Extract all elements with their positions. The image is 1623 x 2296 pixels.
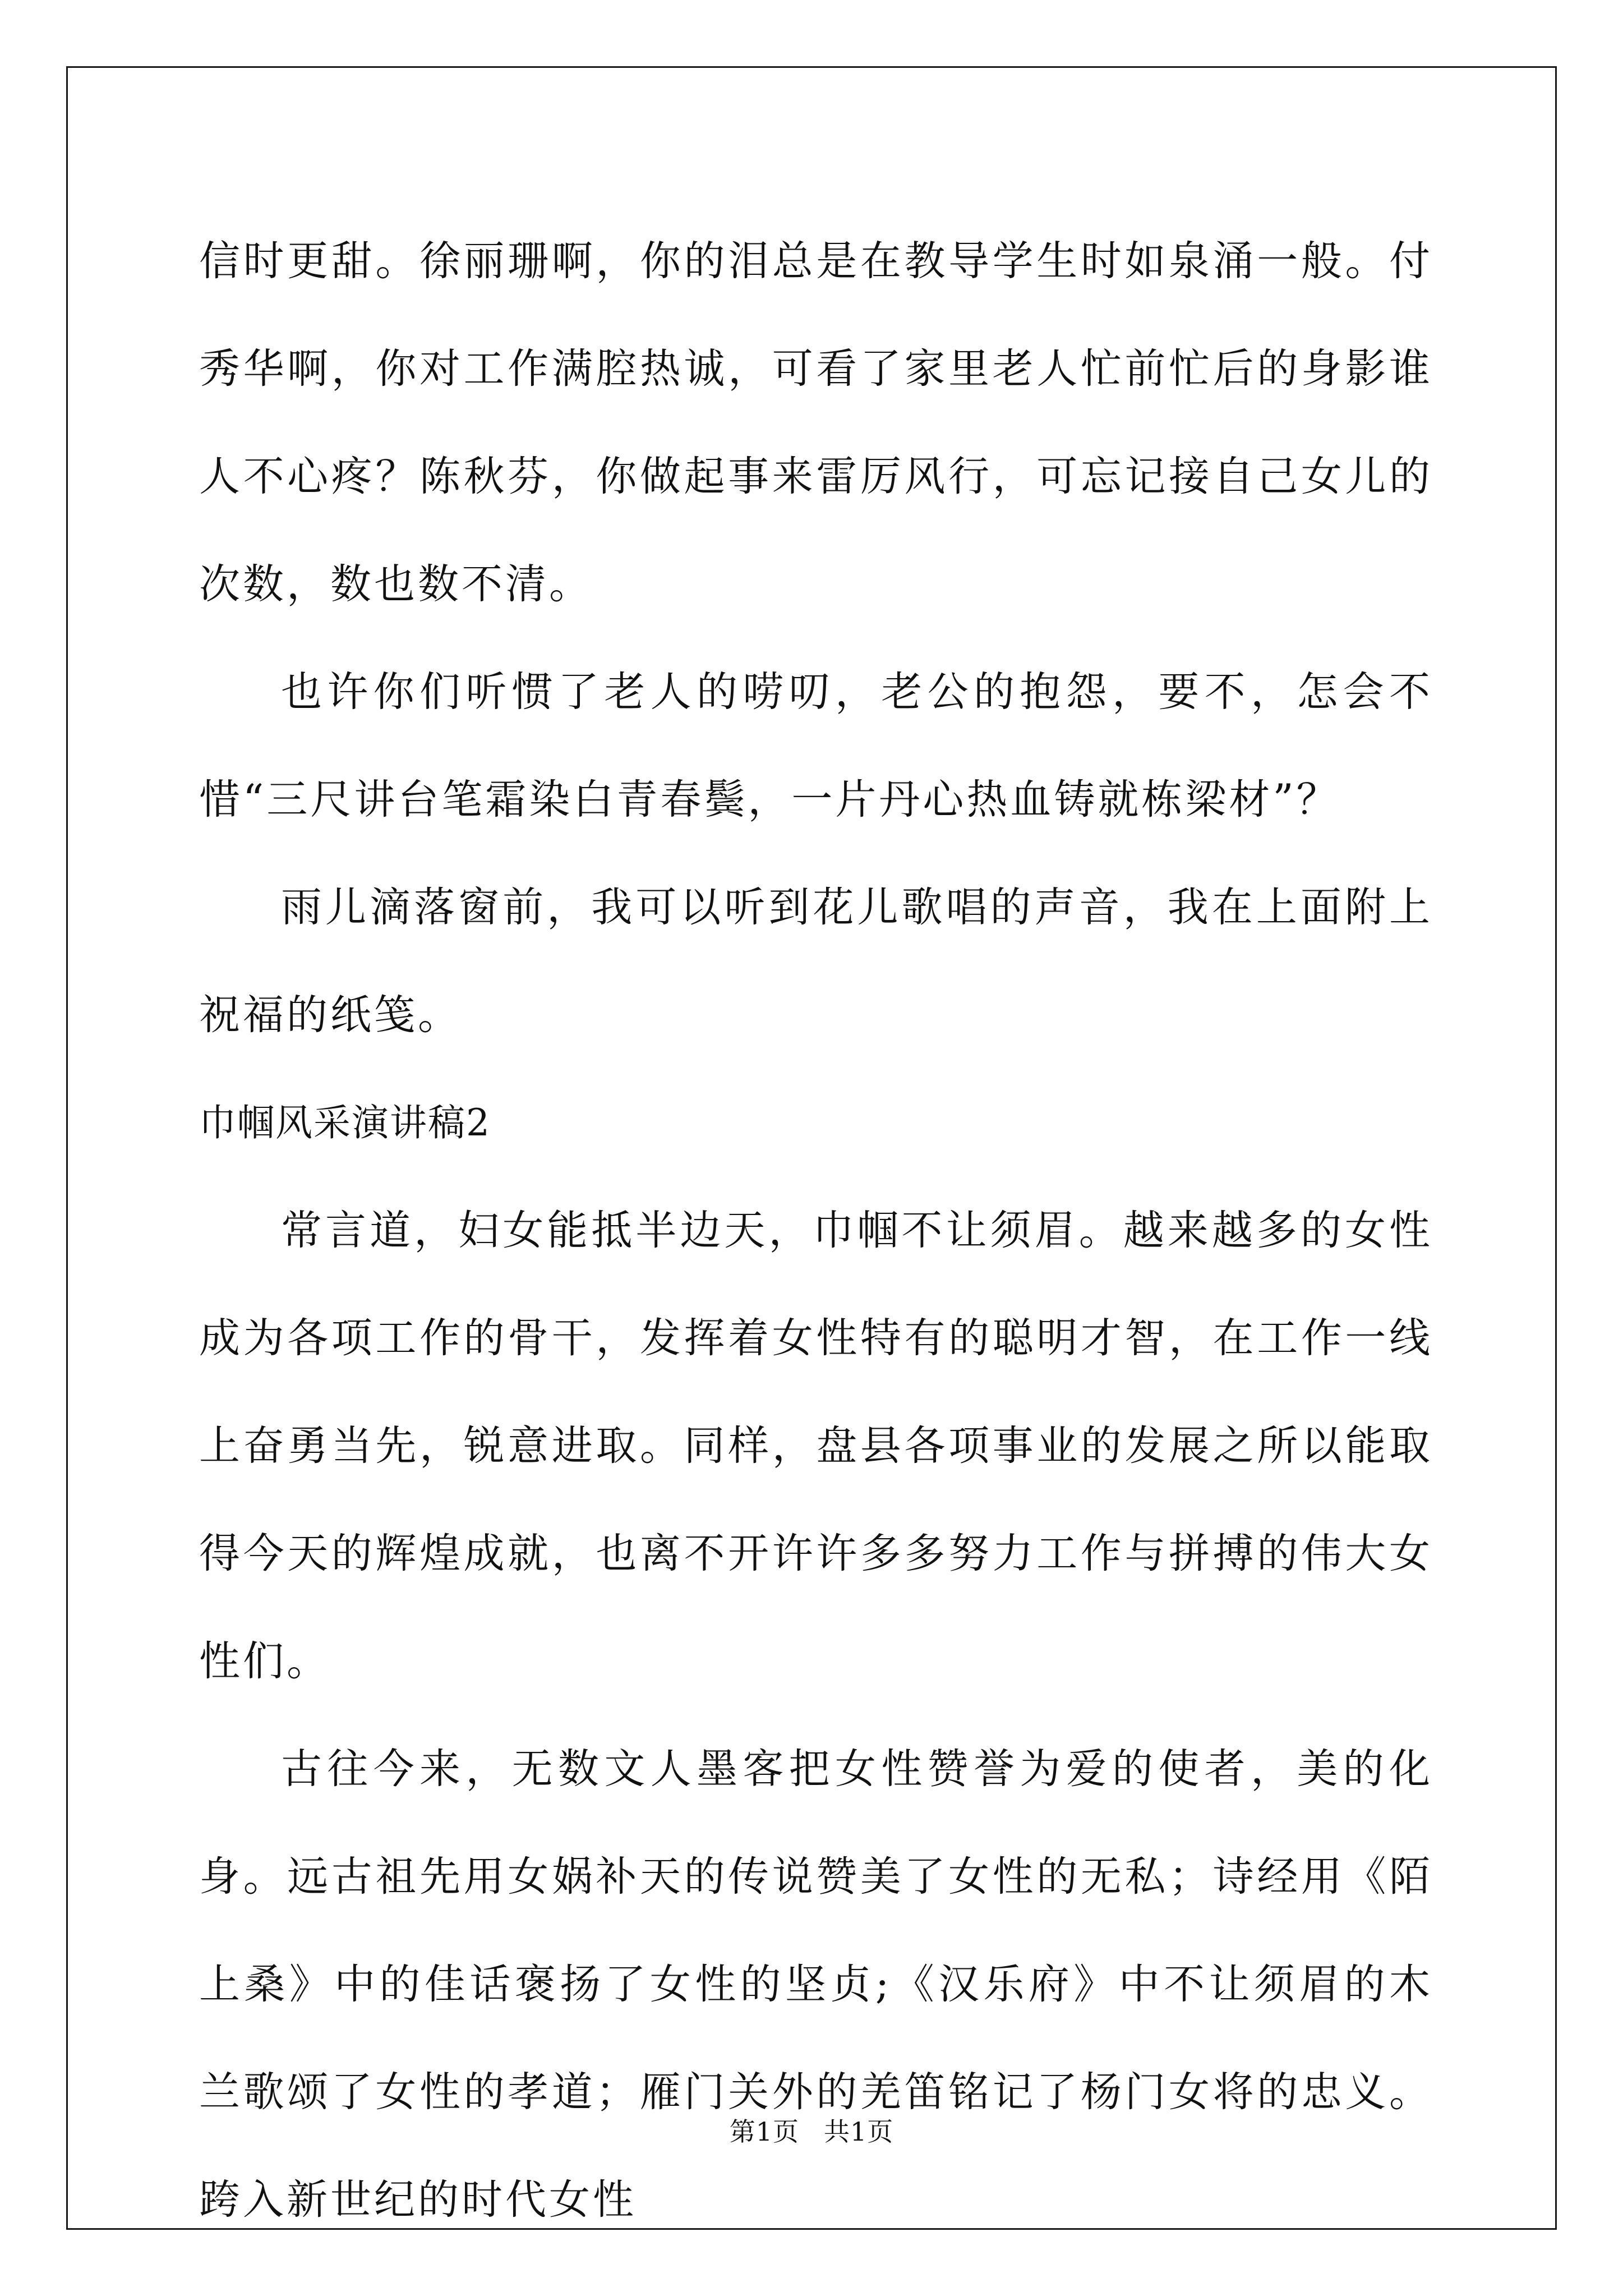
paragraph-2: 也许你们听惯了老人的唠叨，老公的抱怨，要不，怎会不惜“三尺讲台笔霜染白青春鬓，一片丹心热血铸就栋梁材”？	[199, 668, 1433, 823]
paragraph-3: 雨儿滴落窗前，我可以听到花儿歌唱的声音，我在上面附上祝福的纸笺。	[199, 884, 1433, 1039]
paragraph-4: 常言道，妇女能抵半边天，巾帼不让须眉。越来越多的女性成为各项工作的骨干，发挥着女性特有的聪明才智，在工作一线上奋勇当先，锐意进取。同样，盘县各项事业的发展之所以能取得今天的辉煌成就，也离不开许许多多努力工作与拼搏的伟大女性们。	[199, 1207, 1433, 1685]
page-number-current: 第1页	[729, 2116, 799, 2147]
section-heading: 巾帼风采演讲稿2	[199, 1101, 491, 1144]
document-body	[199, 208, 1433, 2254]
page-number-total: 共1页	[824, 2116, 894, 2147]
paragraph-1: 信时更甜。徐丽珊啊，你的泪总是在教导学生时如泉涌一般。付秀华啊，你对工作满腔热诚，可看了家里老人忙前忙后的身影谁人不心疼？陈秋芬，你做起事来雷厉风行，可忘记接自己女儿的次数，数也数不清。	[199, 237, 1433, 608]
paragraph-5: 古往今来，无数文人墨客把女性赞誉为爱的使者，美的化身。远古祖先用女娲补天的传说赞美了女性的无私；诗经用《陌上桑》中的佳话褒扬了女性的坚贞;《汉乐府》中不让须眉的木兰歌颂了女性的孝道；雁门关外的羌笛铭记了杨门女将的忠义。跨入新世纪的时代女性	[199, 1745, 1433, 2224]
page-footer	[0, 2115, 1623, 2148]
